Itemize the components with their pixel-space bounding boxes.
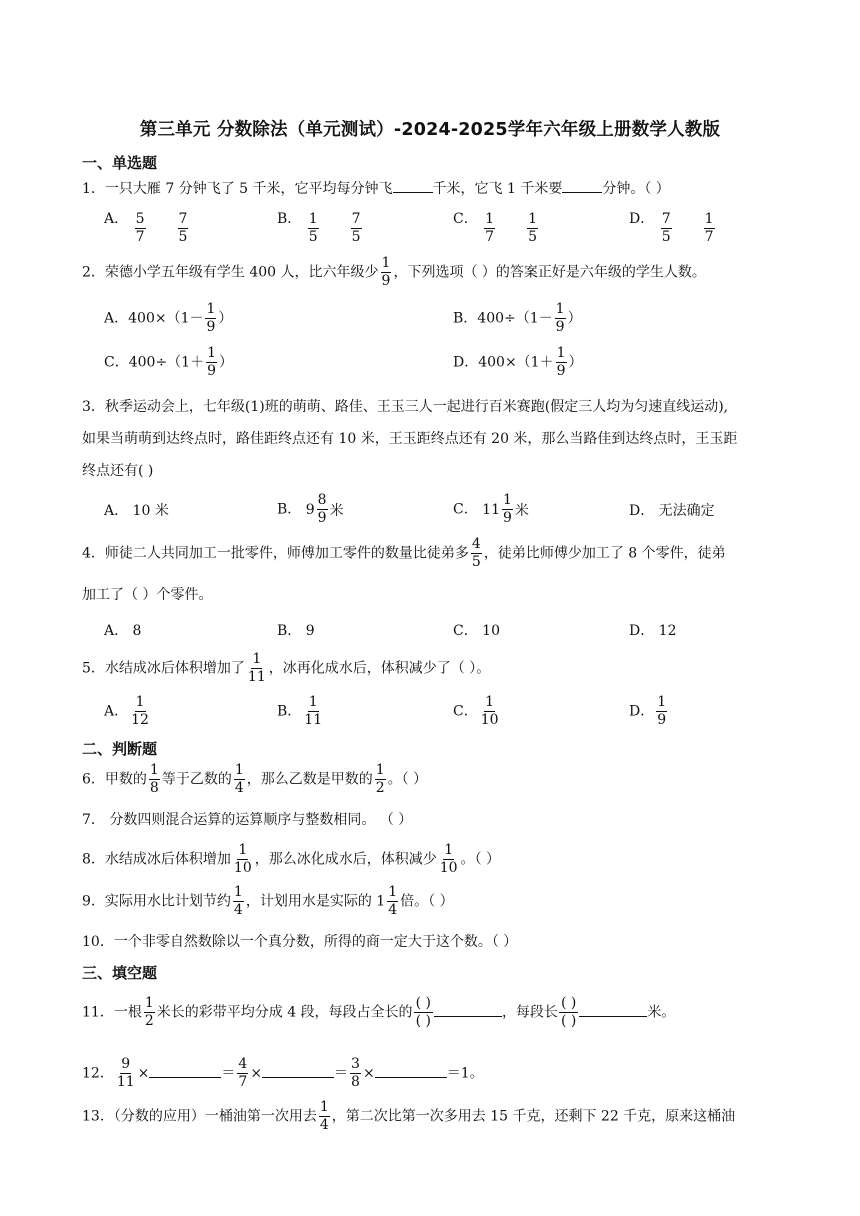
numerator: 1 [485,694,495,710]
question-5-text-end: ，冰再化成水后，体积减少了（ ）。 [268,660,491,677]
denominator: 9 [556,363,566,379]
option-expression: 400÷（1＋ [128,354,205,371]
question-11-text-end: 米。 [647,1004,676,1021]
option-label: B． [277,703,302,720]
denominator: 9 [317,510,327,526]
numerator: 1 [381,255,391,271]
denominator: 7 [135,229,145,245]
question-8-text: ，那么冰化成水后，体积减少 [254,851,437,868]
numerator: 1 [149,762,159,778]
option-label: D． [629,703,655,720]
option-label: A． [104,310,129,327]
question-1-mid: 千米，它飞 1 千米要 [432,181,563,197]
q2-option-b[interactable] [453,301,582,336]
question-5 [82,651,490,686]
question-9 [82,884,454,919]
question-10: 10．一个非零自然数除以一个真分数，所得的商一定大于这个数。（ ） [82,934,518,950]
numerator: 3 [351,1056,360,1072]
question-3-line-3: 终点还有( ) [82,463,154,479]
numerator: 1 [144,995,154,1011]
times-sign: × [250,1065,263,1082]
question-2-text: 2．荣德小学五年级有学生 400 人，比六年级少 [82,264,379,281]
question-12 [82,1056,484,1091]
option-expression-end: ） [568,354,583,371]
numerator: 1 [252,651,262,667]
question-3-line-2: 如果当萌萌到达终点时，路佳距终点还有 10 米，王玉距终点还有 20 米，那么当路佳到达终点时，王玉距 [82,431,738,447]
denominator: 5 [178,229,188,245]
equals-sign: ＝ [221,1065,236,1082]
denominator: 5 [661,229,671,245]
numerator: 1 [308,694,318,710]
times-sign: × [362,1065,375,1082]
q1-option-c[interactable] [453,208,540,246]
question-6 [82,762,427,797]
numerator: 1 [319,1099,329,1115]
q1-option-d[interactable] [629,208,717,246]
option-label: A． [104,211,129,227]
denominator: 4 [319,1117,329,1133]
numerator: 1 [135,694,145,710]
question-12-label: 12． [82,1065,114,1082]
q5-option-d[interactable] [629,694,669,729]
question-13 [82,1099,735,1134]
option-label: D． [629,211,655,227]
denominator: 9 [207,363,216,379]
denominator: 10 [480,712,499,728]
answer-fraction-box[interactable] [414,995,433,1030]
question-13-text: 13．（分数的应用）一桶油第一次用去 [82,1108,317,1125]
denominator: 10 [439,860,458,876]
q2-option-d[interactable] [453,345,583,380]
question-8-text-end: 。（ ） [460,851,501,868]
answer-blank[interactable] [434,1002,502,1017]
numerator: 8 [317,492,327,508]
question-6-text: 6．甲数的 [82,771,147,788]
section-heading-true-false: 二、判断题 [82,740,158,758]
denominator: 7 [704,229,714,245]
answer-blank[interactable] [149,1063,221,1078]
question-6-text-end: 。（ ） [387,771,428,788]
numerator: 1 [207,345,216,361]
option-label: A． [104,703,129,720]
answer-blank[interactable] [579,1002,647,1017]
question-1-text: 1．一只大雁 7 分钟飞了 5 千米，它平均每分钟飞 [82,181,393,197]
question-8-text: 8．水结成冰后体积增加 [82,851,231,868]
unit: 米 [514,502,529,519]
denominator: 8 [351,1074,360,1090]
question-11-text: 11．一根 [82,1004,142,1021]
question-12-end: ＝1。 [446,1065,484,1082]
denominator: 11 [304,712,323,728]
q2-option-c[interactable] [104,345,233,380]
q4-option-d[interactable]: D． 12 [629,623,677,639]
question-11-text: ，每段长 [501,1004,558,1021]
q5-option-b[interactable] [277,694,325,729]
numerator: 1 [556,345,566,361]
question-9-text-end: 倍。（ ） [400,893,454,910]
numerator-box[interactable]: ( ) [560,995,577,1011]
denominator: 4 [234,780,244,796]
section-heading-single-choice: 一、单选题 [82,154,158,172]
answer-blank[interactable] [375,1063,447,1078]
option-expression-end: ） [218,310,233,327]
denominator: 5 [308,229,318,245]
question-4-text-end: ，徒弟比师傅少加工了 8 个零件，徒弟 [483,545,726,562]
option-expression-end: ） [567,310,582,327]
option-label: C． [453,703,478,720]
denominator: 9 [206,319,216,335]
q3-option-b[interactable] [277,492,344,527]
numerator: 1 [388,884,398,900]
numerator: 4 [238,1056,248,1072]
q4-option-b[interactable]: B． 9 [277,623,315,639]
question-8 [82,842,500,877]
question-11 [82,995,675,1030]
question-7: 7． 分数四则混合运算的运算顺序与整数相同。 （ ） [82,812,413,828]
q3-option-c[interactable] [453,492,529,527]
q5-option-a[interactable] [104,694,152,729]
question-1 [82,178,670,199]
numerator: 5 [135,211,145,227]
question-6-text: ，那么乙数是甲数的 [246,771,373,788]
question-4-line-2: 加工了（ ）个零件。 [82,587,213,603]
denominator: 11 [116,1074,135,1090]
denominator: 8 [149,780,159,796]
denominator: 4 [233,902,243,918]
numerator: 1 [657,694,667,710]
question-13-text-end: ，第二次比第一次多用去 15 千克，还剩下 22 千克，原来这桶油 [331,1108,736,1125]
numerator: 7 [178,211,188,227]
q2-option-a[interactable] [104,301,232,336]
question-6-text: 等于乙数的 [161,771,232,788]
q1-option-b[interactable] [277,208,364,246]
denominator: 9 [657,712,667,728]
numerator: 1 [503,492,512,508]
denominator: 2 [144,1013,154,1029]
denominator: 9 [503,510,512,526]
numerator: 4 [471,536,481,552]
question-4 [82,536,726,571]
q4-option-c[interactable]: C． 10 [453,623,500,639]
q5-option-c[interactable] [453,694,502,729]
question-3-line-1: 3．秋季运动会上，七年级(1)班的萌萌、路佳、王玉三人一起进行百米赛跑(假定三人均为匀速直线运动), [82,399,729,415]
whole-number: 9 [305,501,315,518]
question-2-end: ，下列选项（ ）的答案正好是六年级的学生人数。 [393,264,706,281]
numerator: 1 [206,301,216,317]
option-expression: 400÷（1－ [477,310,553,327]
numerator: 1 [233,884,243,900]
option-label: D． [453,354,479,371]
numerator: 7 [351,211,361,227]
numerator: 1 [238,842,248,858]
question-2 [82,255,706,290]
question-4-text: 4．师徒二人共同加工一批零件，师傅加工零件的数量比徒弟多 [82,545,469,562]
option-label: C． [453,501,478,518]
q3-option-a[interactable]: A． 10 米 [104,503,169,519]
answer-blank[interactable] [393,178,433,193]
numerator: 1 [444,842,454,858]
denominator: 9 [381,273,391,289]
denominator-box[interactable]: ( ) [415,1013,431,1029]
denominator-box[interactable]: ( ) [560,1013,577,1029]
denominator: 7 [238,1074,248,1090]
numerator: 1 [375,762,385,778]
denominator: 7 [485,229,495,245]
denominator: 5 [351,229,361,245]
denominator: 10 [233,860,252,876]
option-expression: 400×（1－ [128,310,204,327]
denominator: 5 [528,229,538,245]
denominator: 9 [555,319,565,335]
numerator: 1 [555,301,565,317]
question-1-end: 分钟。（ ） [602,181,670,197]
answer-blank[interactable] [262,1063,334,1078]
denominator: 11 [247,669,266,685]
numerator: 1 [308,211,318,227]
option-label: C． [104,354,129,371]
question-11-text: 米长的彩带平均分成 4 段，每段占全长的 [156,1004,413,1021]
numerator: 9 [121,1056,131,1072]
page-title: 第三单元 分数除法（单元测试）-2024-2025学年六年级上册数学人教版 [139,120,721,140]
question-9-text: 9．实际用水比计划节约 [82,893,231,910]
numerator: 1 [485,211,495,227]
denominator: 12 [131,712,149,728]
denominator: 4 [388,902,398,918]
denominator: 5 [471,554,481,570]
option-expression: 400×（1＋ [478,354,554,371]
question-9-text: ，计划用水是实际的 1 [245,893,386,910]
option-label: B． [277,501,302,518]
answer-blank[interactable] [562,178,602,193]
option-label: C． [453,211,478,227]
numerator: 7 [661,211,671,227]
question-5-text: 5．水结成冰后体积增加了 [82,660,245,677]
q1-option-a[interactable] [104,208,190,246]
q4-option-a[interactable]: A． 8 [104,623,142,639]
option-expression-end: ） [219,354,233,371]
denominator: 2 [375,780,385,796]
numerator: 1 [234,762,244,778]
numerator-box[interactable]: ( ) [415,995,431,1011]
numerator: 1 [528,211,538,227]
unit: 米 [329,502,344,519]
option-label: B． [277,211,302,227]
option-label: B． [453,310,478,327]
whole-number: 11 [482,501,500,518]
times-sign: × [137,1065,150,1082]
equals-sign: ＝ [334,1065,349,1082]
section-heading-fill-in: 三、填空题 [82,964,158,982]
q3-option-d[interactable]: D． 无法确定 [629,503,715,519]
answer-fraction-box[interactable] [559,995,578,1030]
numerator: 1 [704,211,714,227]
